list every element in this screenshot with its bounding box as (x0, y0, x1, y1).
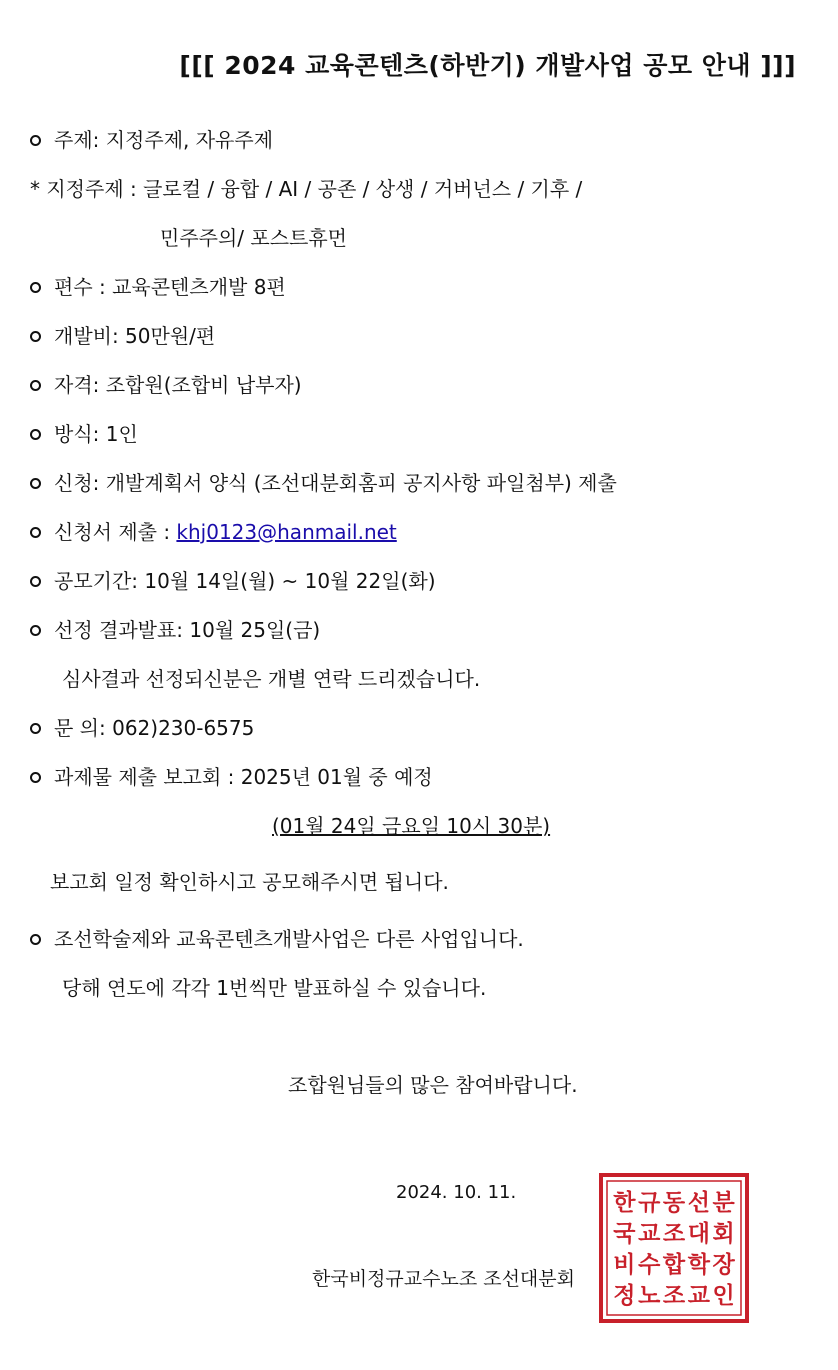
seal-glyph: 국 (613, 1220, 636, 1248)
seal-glyph: 수 (638, 1251, 661, 1279)
fee-text: 개발비: 50만원/편 (54, 324, 216, 348)
circle-bullet-icon (30, 625, 41, 636)
circle-bullet-icon (30, 331, 41, 342)
seal-glyph: 인 (712, 1282, 735, 1310)
report-text: 과제물 제출 보고회 : 2025년 01월 중 예정 (54, 765, 433, 789)
document-date: 2024. 10. 11. (396, 1182, 517, 1203)
email-link[interactable]: khj0123@hanmail.net (176, 520, 397, 544)
seal-glyph: 교 (638, 1220, 661, 1248)
report-date: (01월 24일 금요일 10시 30분) (272, 814, 551, 838)
count-text: 편수 : 교육콘텐츠개발 8편 (54, 275, 286, 299)
announcement-text: 선정 결과발표: 10월 25일(금) (54, 618, 321, 642)
qualification-line (30, 372, 302, 398)
page-title: [[[ 2024 교육콘텐츠(하반기) 개발사업 공모 안내 ]]] (179, 51, 796, 80)
announcement-note: 심사결과 선정되신분은 개별 연락 드리겠습니다. (62, 667, 481, 691)
qualification-text: 자격: 조합원(조합비 납부자) (54, 373, 302, 397)
topic-text: 주제: 지정주제, 자유주제 (54, 128, 274, 152)
seal-glyph: 정 (613, 1282, 636, 1310)
seal-glyph: 조 (662, 1220, 686, 1248)
notice-text-1: 조선학술제와 교육콘텐츠개발사업은 다른 사업입니다. (54, 927, 524, 951)
circle-bullet-icon (30, 135, 41, 146)
seal-glyph: 학 (687, 1251, 710, 1279)
seal-glyph: 비 (613, 1251, 636, 1279)
seal-glyph: 분 (712, 1189, 735, 1217)
seal-glyph: 규 (638, 1189, 661, 1217)
seal-glyph: 합 (662, 1251, 686, 1279)
inquiry-text: 문 의: 062)230-6575 (54, 716, 255, 740)
circle-bullet-icon (30, 772, 41, 783)
circle-bullet-icon (30, 934, 41, 945)
circle-bullet-icon (30, 723, 41, 734)
seal-glyph: 대 (687, 1220, 710, 1248)
submission-label: 신청서 제출 : (54, 520, 177, 544)
seal-glyph: 조 (662, 1282, 686, 1310)
period-text: 공모기간: 10월 14일(월) ~ 10월 22일(화) (54, 569, 436, 593)
count-line (30, 274, 286, 300)
seal-glyph: 회 (712, 1220, 735, 1248)
circle-bullet-icon (30, 282, 41, 293)
fee-line (30, 323, 215, 349)
application-line (30, 470, 617, 496)
circle-bullet-icon (30, 478, 41, 489)
seal-glyph: 한 (613, 1189, 636, 1217)
closing-message: 조합원님들의 많은 참여바랍니다. (288, 1073, 578, 1097)
seal-glyph: 선 (687, 1189, 710, 1217)
announcement-line (30, 617, 320, 643)
inquiry-line (30, 715, 254, 741)
submission-line (30, 519, 397, 545)
designated-topics-line-1: * 지정주제 : 글로컬 / 융합 / AI / 공존 / 상생 / 거버넌스 / 기후 / (30, 177, 583, 201)
notice-line-2: 당해 연도에 각각 1번씩만 발표하실 수 있습니다. (62, 976, 487, 1000)
seal-glyph: 교 (687, 1282, 710, 1310)
designated-topics-line-2: 민주주의/ 포스트휴먼 (160, 226, 347, 250)
seal-glyph: 노 (638, 1282, 661, 1310)
circle-bullet-icon (30, 380, 41, 391)
organization-name: 한국비정규교수노조 조선대분회 (312, 1268, 575, 1290)
notice-line-1 (30, 926, 524, 952)
seal-glyph: 동 (662, 1189, 686, 1217)
circle-bullet-icon (30, 576, 41, 587)
circle-bullet-icon (30, 527, 41, 538)
application-text: 신청: 개발계획서 양식 (조선대분회홈피 공지사항 파일첨부) 제출 (54, 471, 617, 495)
method-text: 방식: 1인 (54, 422, 138, 446)
report-note: 보고회 일정 확인하시고 공모해주시면 됩니다. (50, 870, 449, 894)
seal-glyph: 장 (712, 1251, 735, 1279)
period-line (30, 568, 436, 594)
official-seal-stamp (598, 1172, 750, 1324)
circle-bullet-icon (30, 429, 41, 440)
method-line (30, 421, 138, 447)
topic-line (30, 127, 273, 153)
report-line (30, 764, 433, 790)
